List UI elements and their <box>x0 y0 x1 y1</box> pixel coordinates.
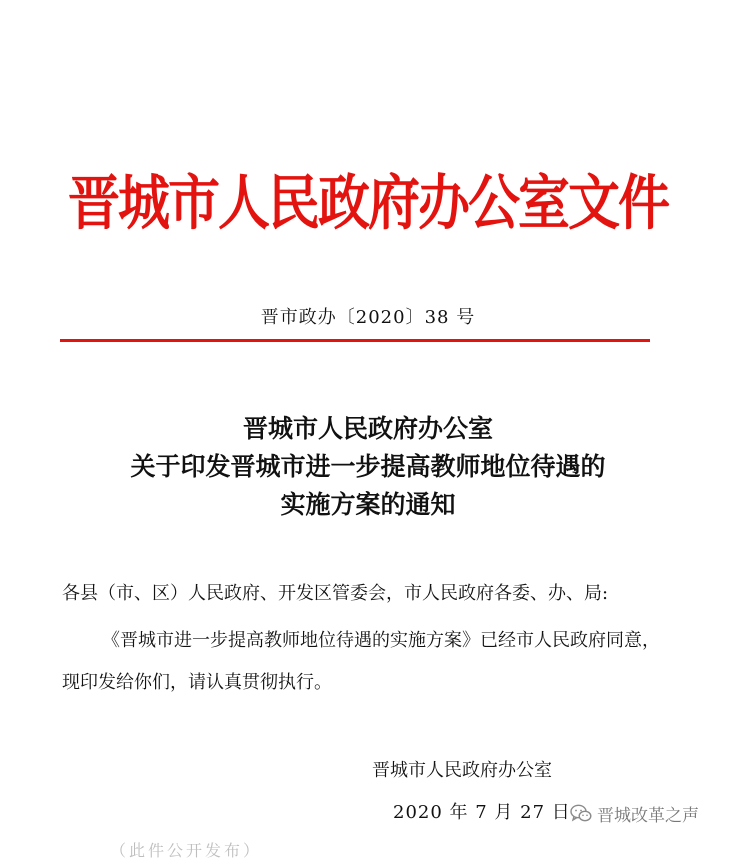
wechat-icon <box>570 804 592 823</box>
title-line-1: 晋城市人民政府办公室 <box>242 414 493 443</box>
document-number: 晋市政办〔2020〕38 号 <box>260 307 476 328</box>
body-paragraph: 《晋城市进一步提高教师地位待遇的实施方案》已经市人民政府同意，现印发给你们，请认真贯彻执行。 <box>62 630 660 693</box>
document-title <box>0 410 736 524</box>
title-line-2: 关于印发晋城市进一步提高教师地位待遇的 <box>130 452 606 481</box>
watermark-label: 晋城改革之声 <box>597 806 699 826</box>
addressee: 各县（市、区）人民政府、开发区管委会，市人民政府各委、办、局: <box>62 583 609 604</box>
issuing-office: 晋城市人民政府办公室 <box>372 760 552 781</box>
red-divider-line <box>60 339 650 342</box>
document-masthead: 晋城市人民政府办公室文件 <box>67 169 668 239</box>
title-line-3: 实施方案的通知 <box>280 490 456 519</box>
issue-date: 2020 年 7 月 27 日 <box>393 802 571 823</box>
account-watermark <box>570 801 699 826</box>
publication-note: （此件公开发布） <box>110 841 263 860</box>
